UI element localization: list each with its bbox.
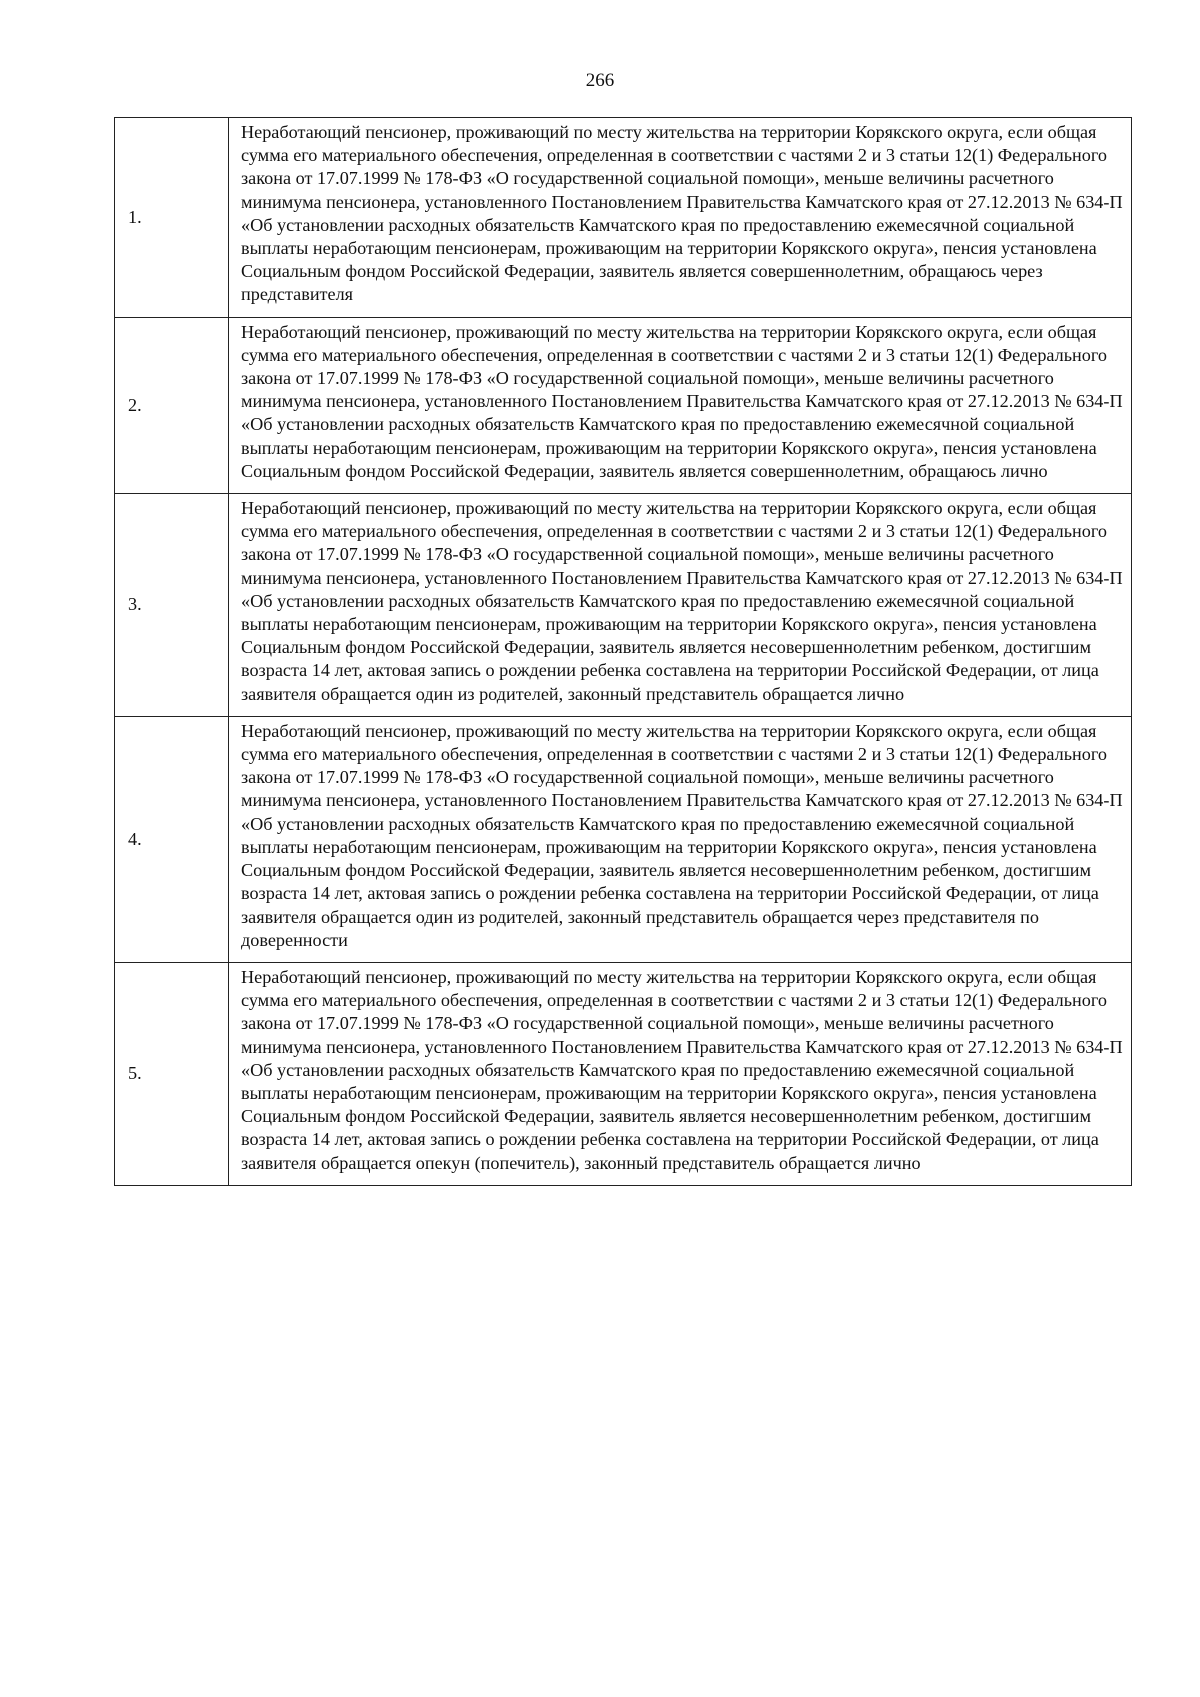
table-row: [115, 962, 1132, 1185]
row-number: 3.: [115, 494, 229, 717]
table-row: [115, 317, 1132, 493]
table-row: [115, 494, 1132, 717]
document-table: [114, 117, 1132, 1186]
row-number: 4.: [115, 716, 229, 962]
row-text: Неработающий пенсионер, проживающий по месту жительства на территории Корякского округа, если общая сумма его материального обеспечения, определенная в соответствии с частями 2 и 3 статьи 12(1) Федерального закона от 17.07.1999 № 178-ФЗ «О государственной социальной помощи», меньше величины расчетного минимума пенсионера, установленного Постановлением Правительства Камчатского края от 27.12.2013 № 634-П «Об установлении расходных обязательств Камчатского края по предоставлению ежемесячной социальной выплаты неработающим пенсионерам, проживающим на территории Корякского округа», пенсия установлена Социальным фондом Российской Федерации, заявитель является несовершеннолетним ребенком, достигшим возраста 14 лет, актовая запись о рождении ребенка составлена на территории Российской Федерации, от лица заявителя обращается один из родителей, законный представитель обращается лично: [229, 494, 1132, 717]
page-number: 266: [585, 70, 615, 91]
row-text: Неработающий пенсионер, проживающий по месту жительства на территории Корякского округа, если общая сумма его материального обеспечения, определенная в соответствии с частями 2 и 3 статьи 12(1) Федерального закона от 17.07.1999 № 178-ФЗ «О государственной социальной помощи», меньше величины расчетного минимума пенсионера, установленного Постановлением Правительства Камчатского края от 27.12.2013 № 634-П «Об установлении расходных обязательств Камчатского края по предоставлению ежемесячной социальной выплаты неработающим пенсионерам, проживающим на территории Корякского округа», пенсия установлена Социальным фондом Российской Федерации, заявитель является несовершеннолетним ребенком, достигшим возраста 14 лет, актовая запись о рождении ребенка составлена на территории Российской Федерации, от лица заявителя обращается опекун (попечитель), законный представитель обращается лично: [229, 962, 1132, 1185]
row-number: 5.: [115, 962, 229, 1185]
table-row: [115, 716, 1132, 962]
row-number: 1.: [115, 118, 229, 318]
row-number: 2.: [115, 317, 229, 493]
row-text: Неработающий пенсионер, проживающий по месту жительства на территории Корякского округа, если общая сумма его материального обеспечения, определенная в соответствии с частями 2 и 3 статьи 12(1) Федерального закона от 17.07.1999 № 178-ФЗ «О государственной социальной помощи», меньше величины расчетного минимума пенсионера, установленного Постановлением Правительства Камчатского края от 27.12.2013 № 634-П «Об установлении расходных обязательств Камчатского края по предоставлению ежемесячной социальной выплаты неработающим пенсионерам, проживающим на территории Корякского округа», пенсия установлена Социальным фондом Российской Федерации, заявитель является совершеннолетним, обращаюсь через представителя: [229, 118, 1132, 318]
row-text: Неработающий пенсионер, проживающий по месту жительства на территории Корякского округа, если общая сумма его материального обеспечения, определенная в соответствии с частями 2 и 3 статьи 12(1) Федерального закона от 17.07.1999 № 178-ФЗ «О государственной социальной помощи», меньше величины расчетного минимума пенсионера, установленного Постановлением Правительства Камчатского края от 27.12.2013 № 634-П «Об установлении расходных обязательств Камчатского края по предоставлению ежемесячной социальной выплаты неработающим пенсионерам, проживающим на территории Корякского округа», пенсия установлена Социальным фондом Российской Федерации, заявитель является несовершеннолетним ребенком, достигшим возраста 14 лет, актовая запись о рождении ребенка составлена на территории Российской Федерации, от лица заявителя обращается один из родителей, законный представитель обращается через представителя по доверенности: [229, 716, 1132, 962]
table-row: [115, 118, 1132, 318]
row-text: Неработающий пенсионер, проживающий по месту жительства на территории Корякского округа, если общая сумма его материального обеспечения, определенная в соответствии с частями 2 и 3 статьи 12(1) Федерального закона от 17.07.1999 № 178-ФЗ «О государственной социальной помощи», меньше величины расчетного минимума пенсионера, установленного Постановлением Правительства Камчатского края от 27.12.2013 № 634-П «Об установлении расходных обязательств Камчатского края по предоставлению ежемесячной социальной выплаты неработающим пенсионерам, проживающим на территории Корякского округа», пенсия установлена Социальным фондом Российской Федерации, заявитель является совершеннолетним, обращаюсь лично: [229, 317, 1132, 493]
